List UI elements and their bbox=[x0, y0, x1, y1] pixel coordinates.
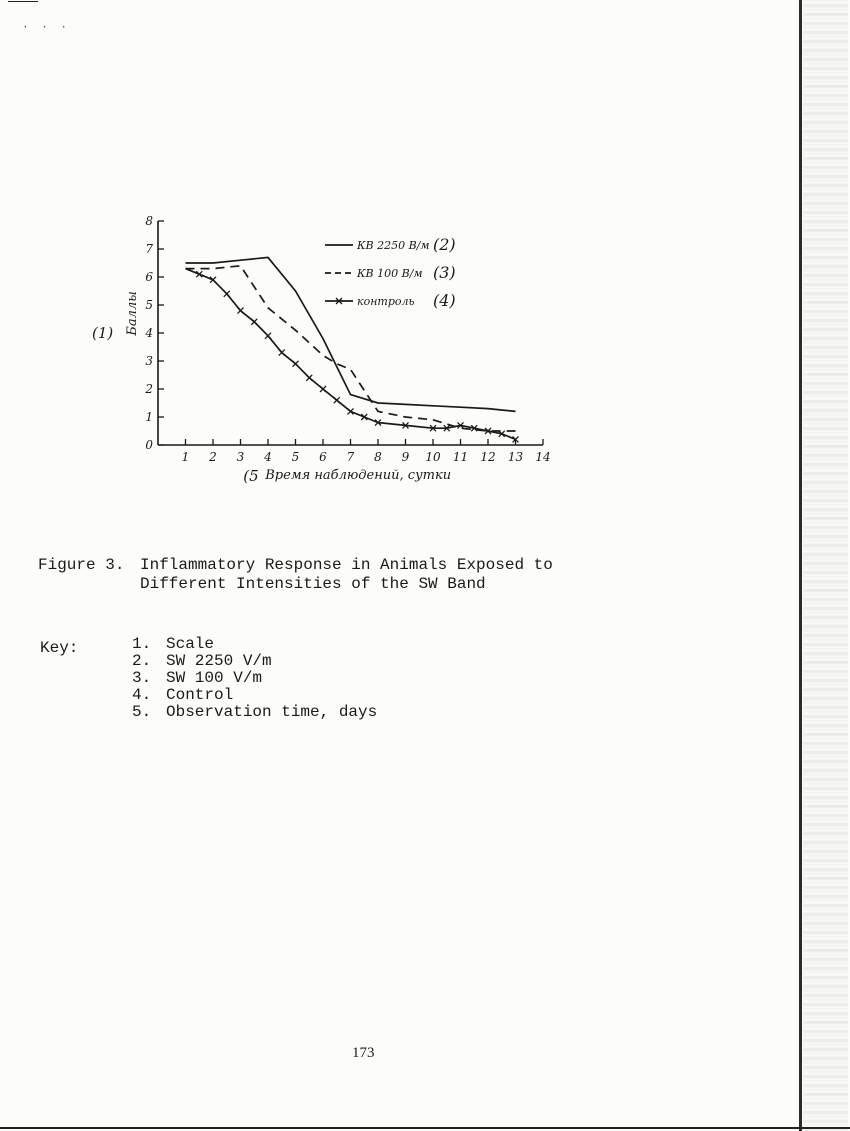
data-point-marker bbox=[320, 386, 326, 392]
y-tick-label: 2 bbox=[145, 382, 153, 396]
series-line bbox=[186, 257, 516, 411]
key-item-text: Control bbox=[166, 686, 234, 704]
key-item-number: 5. bbox=[132, 703, 152, 721]
key-item-text: Scale bbox=[166, 635, 215, 653]
legend-label: КВ 100 В/м bbox=[357, 267, 423, 280]
x-tick-label: 1 bbox=[181, 450, 190, 464]
data-point-marker bbox=[224, 291, 230, 297]
figure-label: Figure 3. bbox=[38, 556, 125, 574]
legend-label: контроль bbox=[357, 295, 415, 308]
figure-caption-line-2: Different Intensities of the SW Band bbox=[140, 575, 486, 593]
y-tick-label: 5 bbox=[145, 298, 153, 312]
key-item-number: 3. bbox=[132, 669, 152, 687]
key-item-text: SW 100 V/m bbox=[166, 669, 263, 687]
y-tick-label: 0 bbox=[145, 438, 153, 452]
legend-ref: (2) bbox=[433, 235, 456, 254]
x-tick-label: 5 bbox=[291, 450, 300, 464]
key-item bbox=[132, 670, 532, 687]
key-item-text: Observation time, days bbox=[166, 703, 378, 721]
key-item bbox=[132, 636, 532, 653]
key-item bbox=[132, 704, 532, 721]
data-point-marker bbox=[293, 361, 299, 367]
scan-speckle-mark: · · · bbox=[22, 22, 71, 34]
x-tick-label: 13 bbox=[507, 450, 524, 464]
x-tick-label: 10 bbox=[425, 450, 441, 464]
key-item-number: 1. bbox=[132, 635, 152, 653]
x-axis-ref: (5 bbox=[243, 467, 259, 485]
x-tick-label: 4 bbox=[264, 450, 272, 464]
x-tick-label: 14 bbox=[535, 450, 551, 464]
key-item-text: SW 2250 V/m bbox=[166, 652, 272, 670]
x-axis-label: Время наблюдений, сутки bbox=[265, 468, 452, 483]
chart-container bbox=[70, 200, 590, 490]
key-label: Key: bbox=[40, 639, 79, 657]
data-point-marker bbox=[238, 308, 244, 314]
line-chart bbox=[70, 200, 590, 490]
x-tick-label: 8 bbox=[374, 450, 382, 464]
scan-bottom-edge bbox=[0, 1127, 850, 1129]
x-tick-label: 3 bbox=[236, 450, 245, 464]
key-item bbox=[132, 653, 532, 670]
y-tick-label: 3 bbox=[145, 354, 153, 368]
key-item bbox=[132, 687, 532, 704]
data-point-marker bbox=[265, 333, 271, 339]
legend-label: КВ 2250 В/м bbox=[357, 239, 430, 252]
x-tick-label: 7 bbox=[346, 450, 355, 464]
y-tick-label: 8 bbox=[145, 214, 153, 228]
scan-binding-edge bbox=[797, 0, 850, 1131]
legend-ref: (4) bbox=[433, 291, 456, 310]
data-point-marker bbox=[334, 397, 340, 403]
y-axis-ref: (1) bbox=[92, 324, 114, 342]
series-line bbox=[186, 269, 516, 440]
x-tick-label: 2 bbox=[209, 450, 217, 464]
scan-top-edge bbox=[0, 0, 850, 3]
scan-edge-line bbox=[799, 0, 802, 1131]
y-tick-label: 1 bbox=[145, 410, 153, 424]
page-number: 173 bbox=[352, 1045, 375, 1061]
data-point-marker bbox=[251, 319, 257, 325]
key-list bbox=[132, 636, 532, 721]
scan-noise bbox=[803, 0, 848, 1131]
data-point-marker bbox=[279, 350, 285, 356]
y-tick-label: 4 bbox=[145, 326, 153, 340]
legend-ref: (3) bbox=[433, 263, 456, 282]
x-tick-label: 9 bbox=[401, 450, 410, 464]
series-line bbox=[186, 266, 516, 431]
key-item-number: 2. bbox=[132, 652, 152, 670]
key-item-number: 4. bbox=[132, 686, 152, 704]
x-tick-label: 12 bbox=[480, 450, 496, 464]
y-tick-label: 6 bbox=[145, 270, 153, 284]
data-point-marker bbox=[306, 375, 312, 381]
figure-caption-line-1: Inflammatory Response in Animals Exposed to bbox=[140, 556, 553, 574]
figure-caption bbox=[38, 556, 598, 594]
y-axis-label: Баллы bbox=[125, 291, 140, 336]
y-tick-label: 7 bbox=[145, 242, 153, 256]
x-tick-label: 11 bbox=[452, 450, 469, 464]
x-tick-label: 6 bbox=[319, 450, 327, 464]
